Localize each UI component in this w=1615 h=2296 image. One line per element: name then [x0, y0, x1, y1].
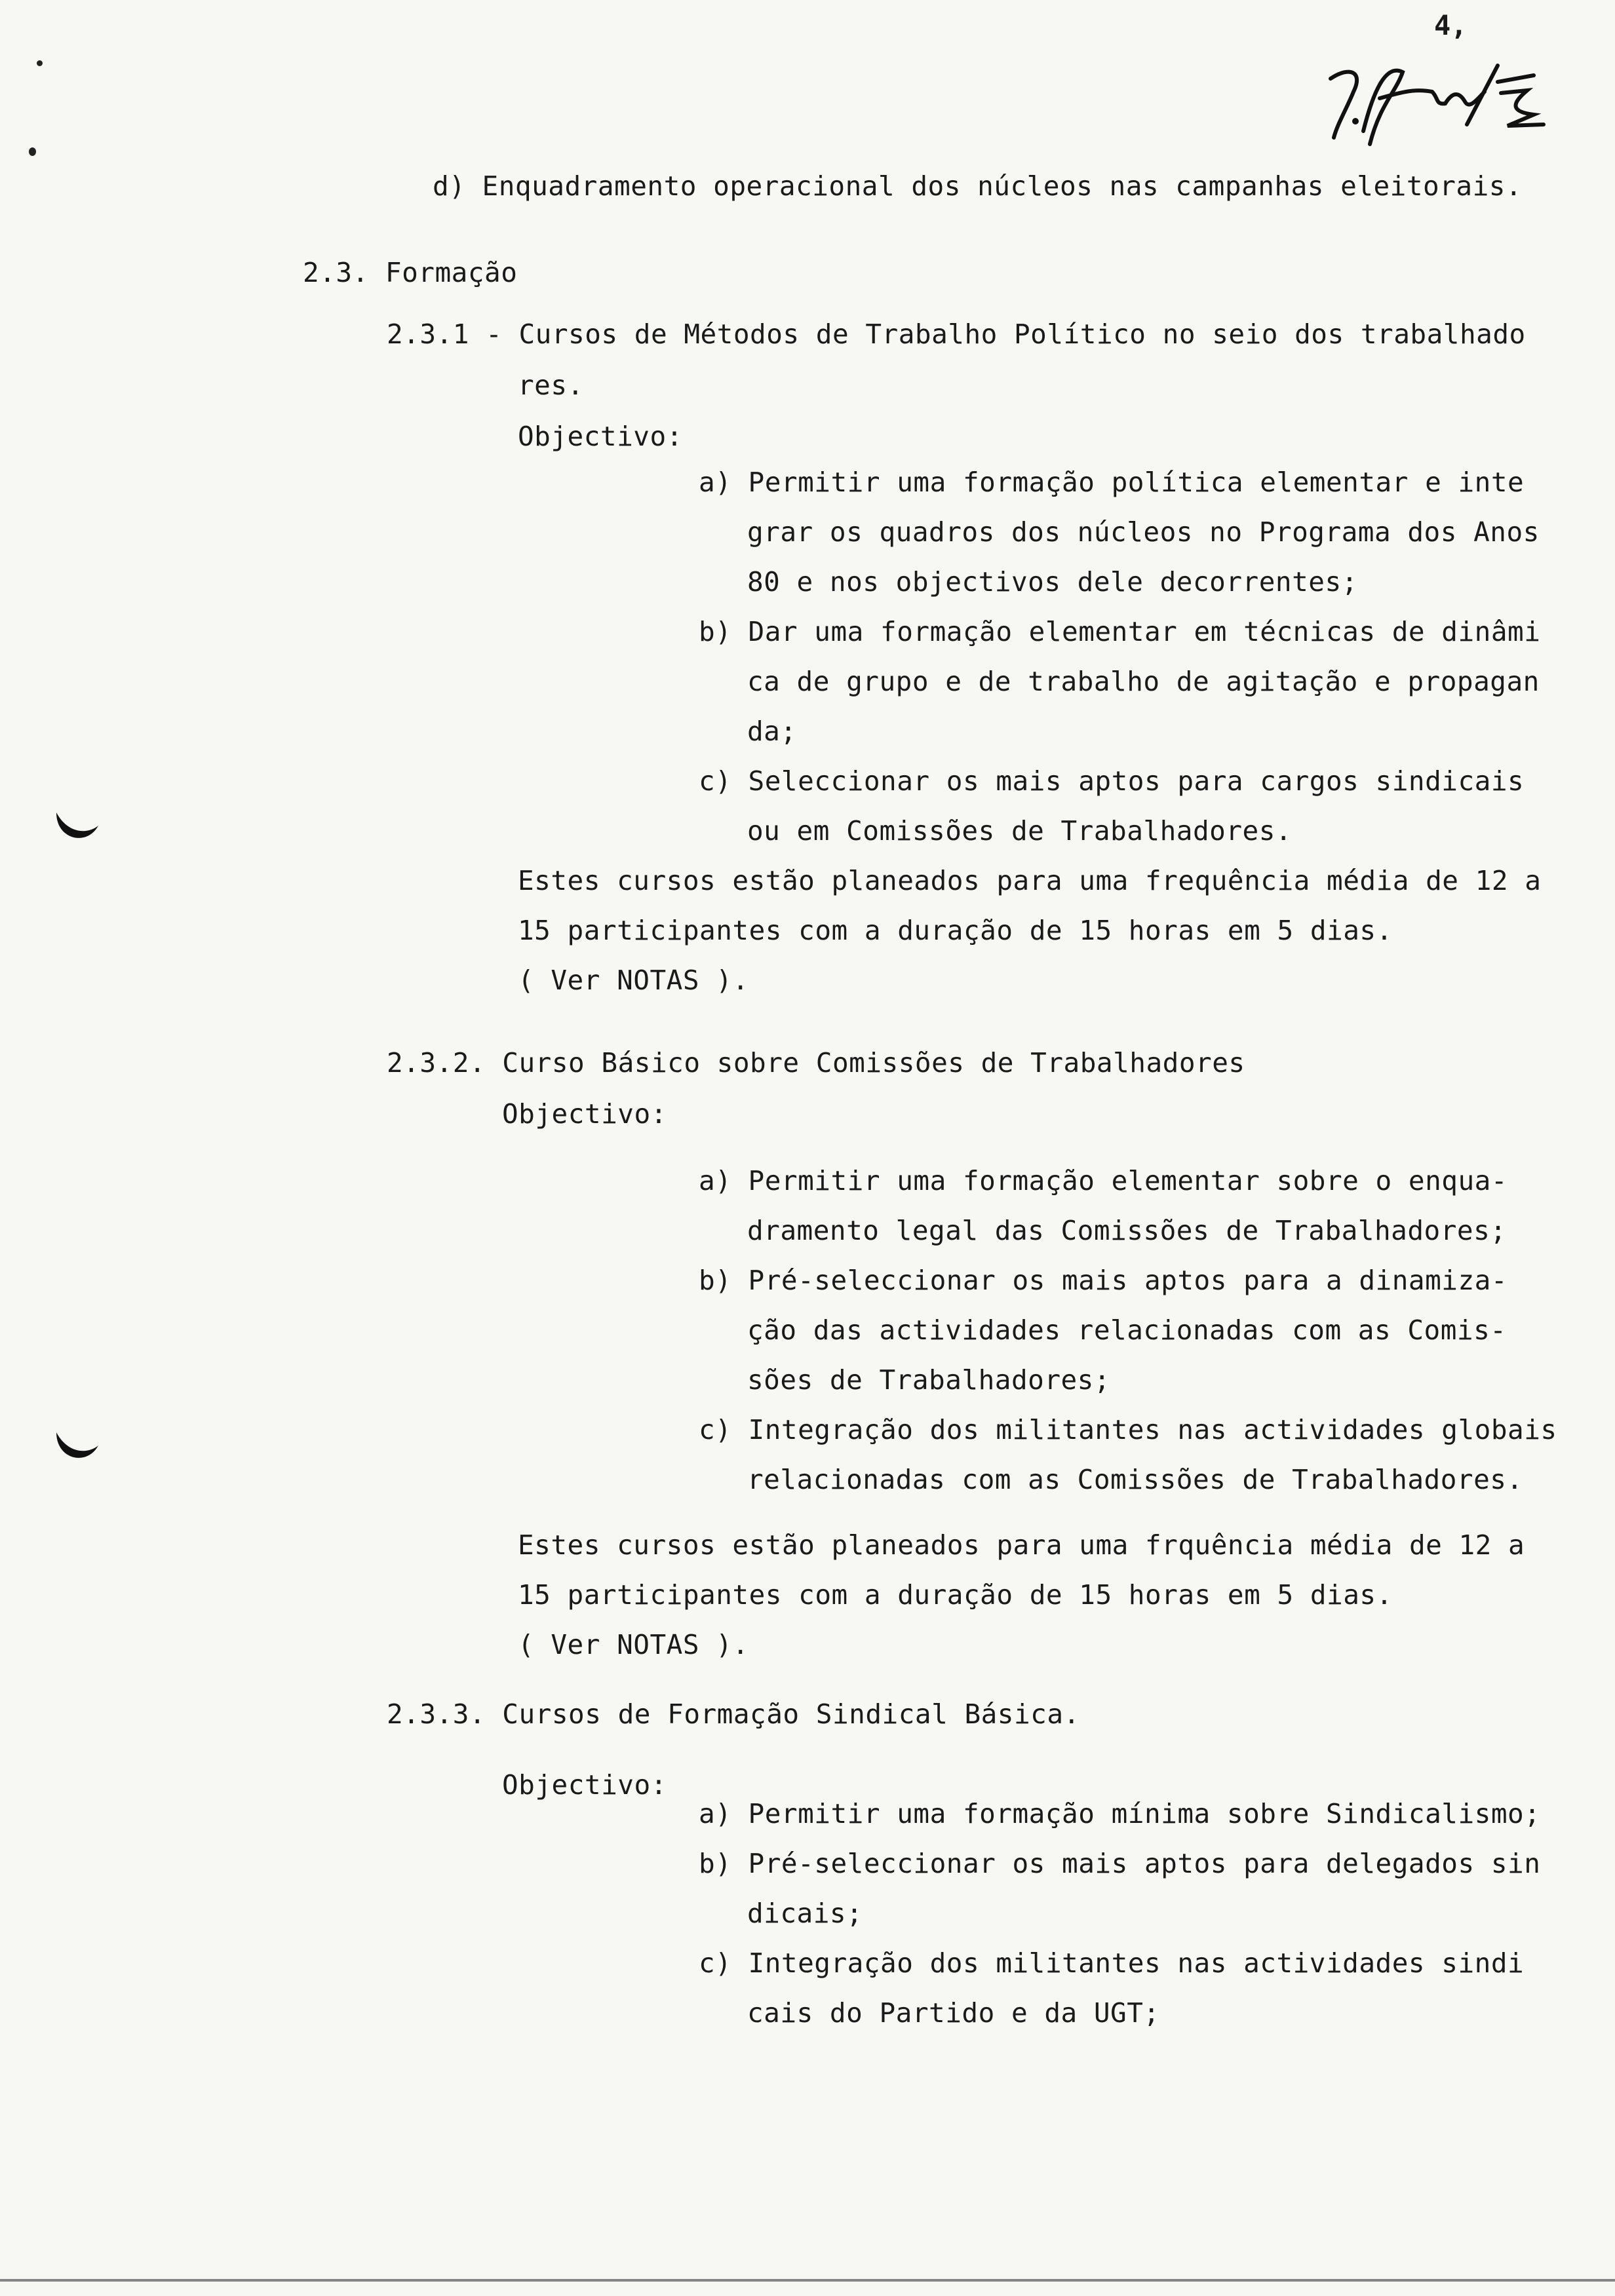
s231-b-line2: ca de grupo e de trabalho de agitação e propagan [747, 666, 1540, 697]
s231-heading-line2: res. [518, 370, 584, 401]
s231-c-line2: ou em Comissões de Trabalhadores. [747, 815, 1293, 847]
s232-note-line3: ( Ver NOTAS ). [518, 1629, 749, 1660]
s233-c-line2: cais do Partido e da UGT; [747, 1997, 1160, 2029]
s233-b-line2: dicais; [747, 1898, 863, 1929]
s232-heading: 2.3.2. Curso Básico sobre Comissões de Trabalhadores [387, 1047, 1245, 1079]
margin-dot [37, 60, 43, 66]
s233-c-line1: c) Integração dos militantes nas actividades sindi [699, 1947, 1525, 1979]
bottom-edge-line [0, 2279, 1615, 2282]
s231-a-line2: grar os quadros dos núcleos no Programa dos Anos [747, 516, 1540, 548]
margin-dot [29, 147, 36, 156]
s232-c-line2: relacionadas com as Comissões de Trabalhadores. [747, 1464, 1523, 1495]
s231-note-line2: 15 participantes com a duração de 15 horas em 5 dias. [518, 915, 1393, 946]
s232-note-line2: 15 participantes com a duração de 15 horas em 5 dias. [518, 1579, 1393, 1611]
s231-b-line1: b) Dar uma formação elementar em técnicas de dinâmi [699, 616, 1541, 647]
item-d: d) Enquadramento operacional dos núcleos nas campanhas eleitorais. [433, 170, 1523, 202]
handwritten-signature [1317, 52, 1553, 151]
s231-note-line1: Estes cursos estão planeados para uma frequência média de 12 a [518, 865, 1542, 896]
s231-a-line3: 80 e nos objectivos dele decorrentes; [747, 566, 1358, 598]
s232-b-line3: sões de Trabalhadores; [747, 1364, 1111, 1396]
s233-heading: 2.3.3. Cursos de Formação Sindical Básica. [387, 1698, 1080, 1730]
s231-c-line1: c) Seleccionar os mais aptos para cargos sindicais [699, 765, 1525, 797]
s231-a-line1: a) Permitir uma formação política elementar e inte [699, 467, 1525, 498]
binder-hole-mark [51, 807, 104, 853]
s232-b-line2: ção das actividades relacionadas com as Comis- [747, 1314, 1507, 1346]
s231-b-line3: da; [747, 716, 797, 747]
s231-objective-label: Objectivo: [518, 421, 683, 452]
s232-b-line1: b) Pré-seleccionar os mais aptos para a dinamiza- [699, 1265, 1508, 1296]
s232-a-line1: a) Permitir uma formação elementar sobre o enqua- [699, 1165, 1508, 1196]
s232-objective-label: Objectivo: [502, 1098, 667, 1130]
binder-hole-mark [51, 1427, 104, 1473]
s233-b-line1: b) Pré-seleccionar os mais aptos para delegados sin [699, 1848, 1541, 1879]
page-number: 4, [1434, 9, 1468, 41]
s231-note-line3: ( Ver NOTAS ). [518, 965, 749, 996]
s232-a-line2: dramento legal das Comissões de Trabalhadores; [747, 1215, 1507, 1246]
section-heading-formacao: 2.3. Formação [303, 257, 518, 288]
s232-note-line1: Estes cursos estão planeados para uma frquência média de 12 a [518, 1529, 1525, 1561]
s233-a-line1: a) Permitir uma formação mínima sobre Sindicalismo; [699, 1798, 1541, 1829]
s233-objective-label: Objectivo: [502, 1769, 667, 1801]
s232-c-line1: c) Integração dos militantes nas actividades globais [699, 1414, 1557, 1445]
s231-heading-line1: 2.3.1 - Cursos de Métodos de Trabalho Político no seio dos trabalhado [387, 318, 1526, 350]
